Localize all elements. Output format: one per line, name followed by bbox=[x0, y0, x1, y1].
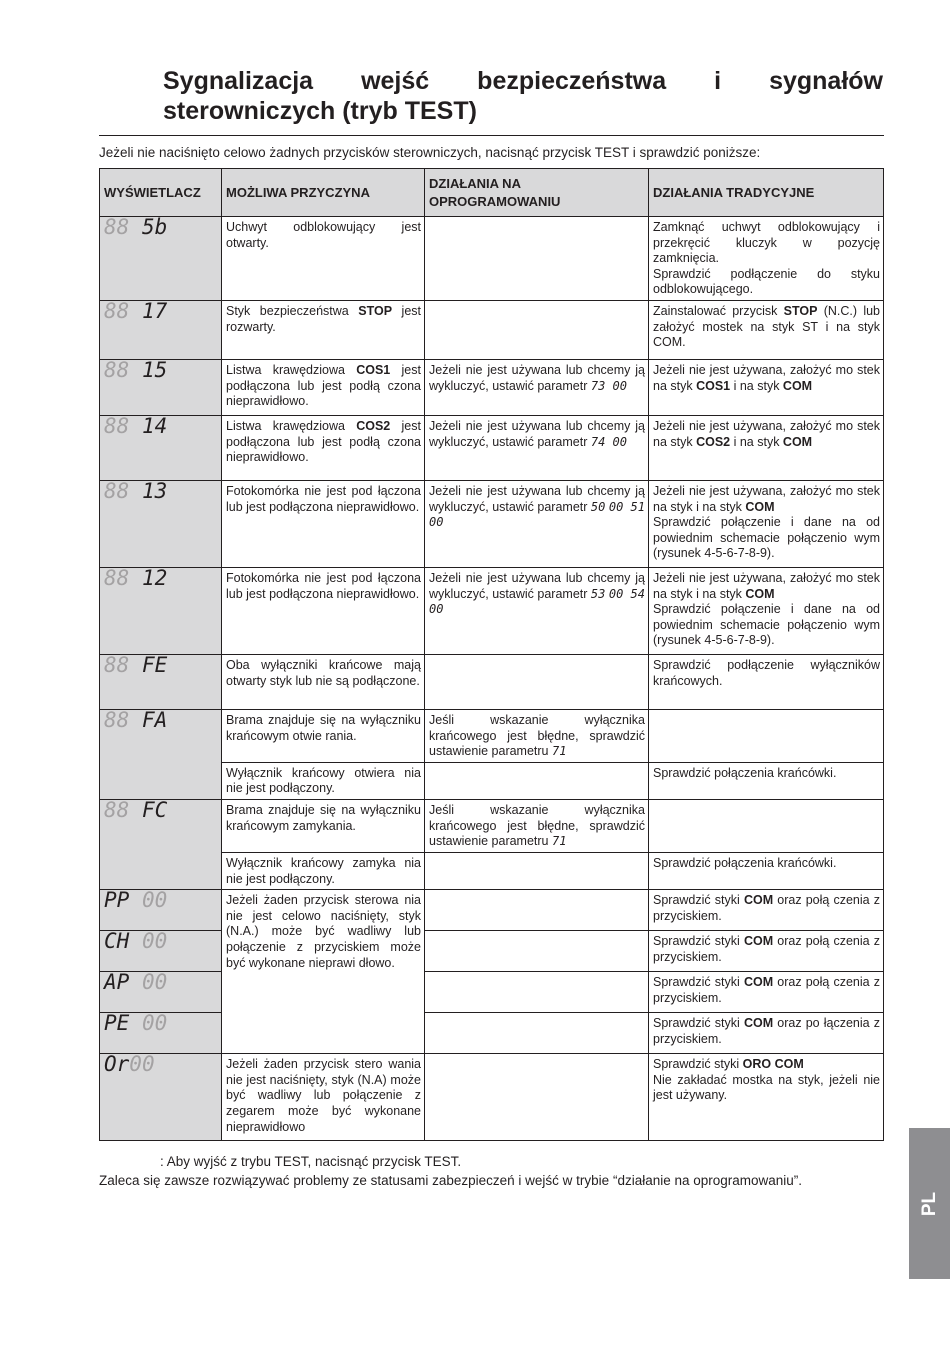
language-tab-label: PL bbox=[918, 1191, 940, 1216]
title-divider bbox=[99, 135, 884, 136]
display-cell bbox=[100, 1013, 222, 1054]
cause-cell: Jeżeli żaden przycisk sterowa nia nie jest celowo naciśnięty, styk (N.A.) może być wadliwy lub połączenie z przyciskiem może być wykonane nieprawi dłowo. bbox=[222, 890, 425, 1054]
table-row bbox=[100, 481, 884, 568]
software-cell: Jeżeli nie jest używana lub chcemy ją wykluczyć, ustawić parametr 50 00 51 00 bbox=[425, 481, 649, 568]
software-cell bbox=[425, 655, 649, 710]
lcd-display: PE 00 bbox=[104, 1011, 168, 1036]
lcd-display: CH 00 bbox=[104, 929, 168, 954]
cause-cell: Oba wyłączniki krańcowe mają otwarty styk lub nie są podłączone. bbox=[222, 655, 425, 710]
cause-cell: Brama znajduje się na wyłączniku krańcowym otwie rania. bbox=[222, 710, 425, 763]
cause-cell: Uchwyt odblokowujący jest otwarty. bbox=[222, 217, 425, 301]
table-row bbox=[100, 799, 884, 852]
traditional-cell: Zamknąć uchwyt odblokowujący i przekręcić kluczyk w pozycję zamknięcia. Sprawdzić podłączenie do styku odblokowującego. bbox=[649, 217, 884, 301]
page-title: Sygnalizacja wejść bezpieczeństwa i sygnałów sterowniczych (tryb TEST) bbox=[163, 67, 883, 125]
table-header-row bbox=[100, 169, 884, 217]
cause-cell: Styk bezpieczeństwa STOP jest rozwarty. bbox=[222, 301, 425, 360]
traditional-cell: Jeżeli nie jest używana, założyć mo stek na styk i na styk COM Sprawdzić połączenie i dane na od powiednim schemacie połączenio wym (rysunek 4-5-6-7-8-9). bbox=[649, 568, 884, 655]
traditional-cell: Jeżeli nie jest używana, założyć mo stek na styk i na styk COM Sprawdzić połączenie i dane na od powiednim schemacie połączenio wym (rysunek 4-5-6-7-8-9). bbox=[649, 481, 884, 568]
software-cell bbox=[425, 1013, 649, 1054]
cause-cell: Wyłącznik krańcowy otwiera nia nie jest podłączony. bbox=[222, 762, 425, 799]
software-cell bbox=[425, 301, 649, 360]
lcd-display: AP 00 bbox=[104, 970, 168, 995]
display-cell bbox=[100, 301, 222, 360]
display-cell bbox=[100, 360, 222, 416]
display-cell bbox=[100, 799, 222, 889]
header-software: DZIAŁANIA NA OPROGRAMOWANIU bbox=[425, 169, 649, 217]
software-cell: Jeśli wskazanie wyłącznika krańcowego jest błędne, sprawdzić ustawienie parametru 71 bbox=[425, 799, 649, 852]
cause-cell: Fotokomórka nie jest pod łączona lub jest podłączona nieprawidłowo. bbox=[222, 568, 425, 655]
cause-cell: Listwa krawędziowa COS2 jest podłączona lub jest podłą czona nieprawidłowo. bbox=[222, 416, 425, 481]
cause-cell: Brama znajduje się na wyłączniku krańcowym zamykania. bbox=[222, 799, 425, 852]
traditional-cell: Sprawdzić styki COM oraz połą czenia z przyciskiem. bbox=[649, 890, 884, 931]
software-cell: Jeżeli nie jest używana lub chcemy ją wykluczyć, ustawić parametr 73 00 bbox=[425, 360, 649, 416]
traditional-cell: Zainstalować przycisk STOP (N.C.) lub założyć mostek na styk ST i na styk COM. bbox=[649, 301, 884, 360]
diagnostic-table bbox=[99, 168, 884, 1141]
software-cell: Jeżeli nie jest używana lub chcemy ją wykluczyć, ustawić parametr 53 00 54 00 bbox=[425, 568, 649, 655]
traditional-cell: Sprawdzić styki COM oraz po łączenia z przyciskiem. bbox=[649, 1013, 884, 1054]
header-traditional: DZIAŁANIA TRADYCYJNE bbox=[649, 169, 884, 217]
lcd-display: PP 00 bbox=[104, 888, 168, 913]
table-row bbox=[100, 360, 884, 416]
lcd-display: 88 17 bbox=[104, 299, 168, 323]
header-cause: MOŻLIWA PRZYCZYNA bbox=[222, 169, 425, 217]
table-row bbox=[100, 1054, 884, 1141]
intro-text: Jeżeli nie naciśnięto celowo żadnych przycisków sterowniczych, nacisnąć przycisk TEST i sprawdzić poniższe: bbox=[99, 145, 761, 160]
software-cell bbox=[425, 217, 649, 301]
table-row bbox=[100, 972, 884, 1013]
language-tab bbox=[909, 1128, 950, 1279]
table-row bbox=[100, 890, 884, 931]
display-cell bbox=[100, 972, 222, 1013]
display-cell bbox=[100, 1054, 222, 1141]
table-row bbox=[100, 931, 884, 972]
lcd-display: 88 FA bbox=[104, 708, 168, 732]
lcd-display: 88 15 bbox=[104, 358, 168, 382]
lcd-display: 88 13 bbox=[104, 479, 168, 503]
table-row bbox=[100, 416, 884, 481]
lcd-display: 88 FC bbox=[104, 797, 168, 822]
table-row bbox=[100, 301, 884, 360]
display-cell bbox=[100, 655, 222, 710]
traditional-cell: Sprawdzić styki COM oraz połą czenia z przyciskiem. bbox=[649, 931, 884, 972]
traditional-cell: Sprawdzić styki COM oraz połą czenia z przyciskiem. bbox=[649, 972, 884, 1013]
traditional-cell: Jeżeli nie jest używana, założyć mo stek na styk COS2 i na styk COM bbox=[649, 416, 884, 481]
table-row bbox=[100, 655, 884, 710]
software-cell: Jeśli wskazanie wyłącznika krańcowego jest błędne, sprawdzić ustawienie parametru 71 bbox=[425, 710, 649, 763]
display-cell bbox=[100, 568, 222, 655]
recommendation-text: Zaleca się zawsze rozwiązywać problemy ze statusami zabezpieczeń i wejść w trybie “działanie na oprogramowaniu”. bbox=[99, 1173, 803, 1188]
cause-cell: Wyłącznik krańcowy zamyka nia nie jest podłączony. bbox=[222, 852, 425, 889]
table-row bbox=[100, 710, 884, 763]
traditional-cell bbox=[649, 710, 884, 763]
traditional-cell: Sprawdzić połączenia krańcówki. bbox=[649, 762, 884, 799]
traditional-cell: Jeżeli nie jest używana, założyć mo stek na styk COS1 i na styk COM bbox=[649, 360, 884, 416]
traditional-cell bbox=[649, 799, 884, 852]
lcd-display: 88 12 bbox=[104, 566, 168, 590]
display-cell bbox=[100, 481, 222, 568]
display-cell bbox=[100, 890, 222, 931]
cause-cell: Jeżeli żaden przycisk stero wania nie jest naciśnięty, styk (N.A) może być wadliwy lub połączenie z zegarem może być wykonane nieprawidłowo bbox=[222, 1054, 425, 1141]
lcd-display: 88 5b bbox=[104, 215, 168, 239]
software-cell bbox=[425, 931, 649, 972]
software-cell bbox=[425, 762, 649, 799]
table-row bbox=[100, 1013, 884, 1054]
table-row bbox=[100, 568, 884, 655]
cause-cell: Fotokomórka nie jest pod łączona lub jest podłączona nieprawidłowo. bbox=[222, 481, 425, 568]
header-display: WYŚWIETLACZ bbox=[100, 169, 222, 217]
software-cell bbox=[425, 852, 649, 889]
exit-test-note: : Aby wyjść z trybu TEST, nacisnąć przycisk TEST. bbox=[160, 1154, 462, 1169]
traditional-cell: Sprawdzić podłączenie wyłączników krańcowych. bbox=[649, 655, 884, 710]
lcd-display: 88 14 bbox=[104, 414, 168, 438]
software-cell: Jeżeli nie jest używana lub chcemy ją wykluczyć, ustawić parametr 74 00 bbox=[425, 416, 649, 481]
table-row bbox=[100, 217, 884, 301]
software-cell bbox=[425, 890, 649, 931]
display-cell bbox=[100, 931, 222, 972]
traditional-cell: Sprawdzić połączenia krańcówki. bbox=[649, 852, 884, 889]
lcd-display: Or00 bbox=[104, 1052, 155, 1077]
display-cell bbox=[100, 710, 222, 800]
traditional-cell: Sprawdzić styki ORO COM Nie zakładać mostka na styk, jeżeli nie jest używany. bbox=[649, 1054, 884, 1141]
display-cell bbox=[100, 416, 222, 481]
cause-cell: Listwa krawędziowa COS1 jest podłączona lub jest podłą czona nieprawidłowo. bbox=[222, 360, 425, 416]
lcd-display: 88 FE bbox=[104, 653, 168, 677]
software-cell bbox=[425, 972, 649, 1013]
software-cell bbox=[425, 1054, 649, 1141]
display-cell bbox=[100, 217, 222, 301]
